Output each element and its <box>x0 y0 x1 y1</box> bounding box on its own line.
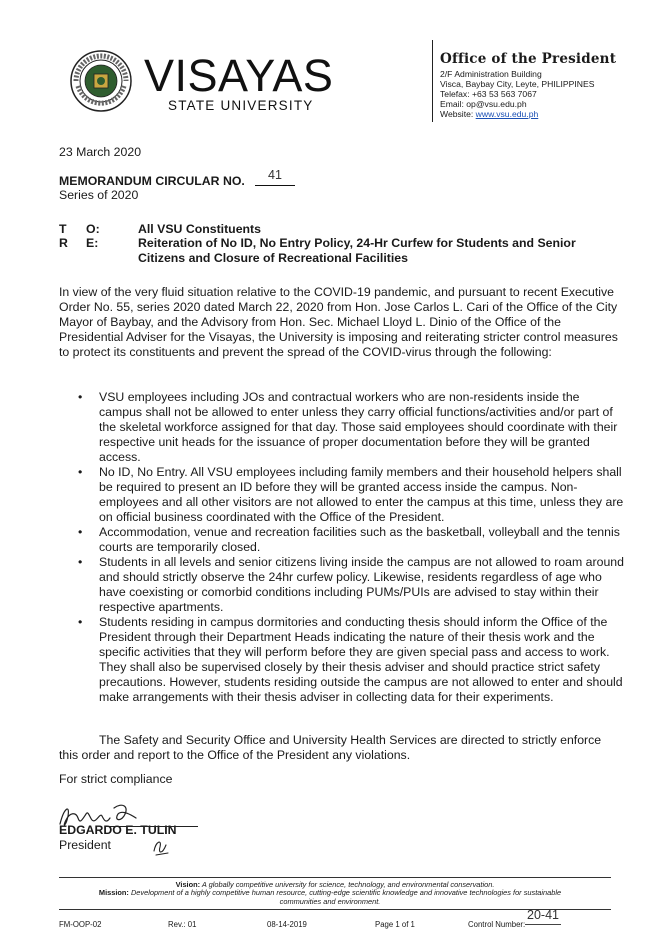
signatory-name: EDGARDO E. TULIN <box>59 823 177 837</box>
intro-paragraph: In view of the very fluid situation relative to the COVID-19 pandemic, and pursuant to recent Executive Order No. 55, series 2020 dated March 22, 2020 from Hon. Jose Carlos L. Cari of the Office of the City Mayor of Baybay, and the Advisory from Hon. Sec. Michael Lloyd L. Dinio of the Office of the Presidential Adviser for the Visayas, the University is imposing and reiterating stricter control measures to protect its constituents and prevent the spread of the COVID-virus through the following: <box>59 285 618 359</box>
re-label: E: <box>86 236 99 250</box>
signatory-title: President <box>59 838 111 852</box>
subject-value: Reiteration of No ID, No Entry Policy, 24-Hr Curfew for Students and Senior Citizens and Closure of Recreational Facilities <box>138 236 576 265</box>
measures-list <box>59 390 624 705</box>
bullet-icon: • <box>78 615 83 629</box>
bullet-icon: • <box>78 390 83 404</box>
memo-circular-number: 41 <box>255 168 295 186</box>
office-address-line: 2/F Administration Building <box>440 69 542 79</box>
website-link[interactable]: www.vsu.edu.ph <box>475 109 539 119</box>
university-seal-icon <box>70 50 132 112</box>
mission-text: Development of a highly competitive human resource, cutting-edge scientific knowledge and innovative technologies for sustainable communities and environment. <box>128 888 562 906</box>
footer-divider <box>59 877 611 878</box>
office-title: Office of the President <box>440 51 617 67</box>
form-date: 08-14-2019 <box>267 920 307 929</box>
office-address-line: Visca, Baybay City, Leyte, PHILIPPINES <box>440 79 595 89</box>
compliance-note: For strict compliance <box>59 772 173 786</box>
memo-circular-label: MEMORANDUM CIRCULAR NO. <box>59 174 245 188</box>
website-label: Website: <box>440 109 476 119</box>
to-value: All VSU Constituents <box>138 222 261 236</box>
page-number: Page 1 of 1 <box>375 920 415 929</box>
control-number-value: 20-41 <box>527 908 559 922</box>
list-item <box>59 525 624 555</box>
list-item <box>59 555 624 615</box>
mission-statement <box>90 889 570 906</box>
list-item-text: Students residing in campus dormitories and conducting thesis should inform the Office of the President through their Department Heads indicating the nature of their thesis work and the specific activities that they will perform before they are given special pass and access to work. They shall also be supervised closely by their thesis adviser and should practice strict safety precautions. However, students residing outside the campus are not allowed to enter and should make arrangements with their thesis adviser in collecting data for their experiments. <box>99 615 623 704</box>
to-label: O: <box>86 222 100 236</box>
signature-line <box>106 826 198 827</box>
form-code: FM-OOP-02 <box>59 920 102 929</box>
to-label: T <box>59 222 67 236</box>
list-item-text: VSU employees including JOs and contractual workers who are non-residents inside the campus shall not be allowed to enter unless they carry official functions/activities and/or part of the skeletal workforce assigned for that day. Those said employees should coordinate with their respective unit heads for the issuance of proper documentation before they will be granted access. <box>99 390 618 464</box>
office-telefax: Telefax: +63 53 563 7067 <box>440 89 537 99</box>
re-label: R <box>59 236 68 250</box>
university-name: VISAYAS <box>144 50 334 101</box>
vision-label: Vision: <box>175 880 201 889</box>
memo-date: 23 March 2020 <box>59 145 142 159</box>
office-email: Email: op@vsu.edu.ph <box>440 99 527 109</box>
bullet-icon: • <box>78 525 83 539</box>
vision-text: A globally competitive university for science, technology, and environmental conservation. <box>200 880 495 889</box>
list-item-text: Accommodation, venue and recreation facilities such as the basketball, volleyball and the tennis courts are temporarily closed. <box>99 525 620 554</box>
revision: Rev.: 01 <box>168 920 197 929</box>
list-item <box>59 465 624 525</box>
list-item <box>59 390 624 465</box>
control-number-label: Control Number: <box>468 920 526 929</box>
mission-label: Mission: <box>98 888 129 897</box>
list-item-text: No ID, No Entry. All VSU employees including family members and their household helpers shall be required to present an ID before they will be granted access inside the campus. Non-employees and all other visitors are not allowed to enter the campus at this time, unless they are on official business coordinated with the Office of the President. <box>99 465 624 524</box>
directive-paragraph: The Safety and Security Office and University Health Services are directed to strictly enforce this order and report to the Office of the President any violations. <box>59 733 602 762</box>
bullet-icon: • <box>78 465 83 479</box>
list-item-text: Students in all levels and senior citizens living inside the campus are not allowed to roam around and should strictly observe the 24hr curfew policy. Likewise, residents regardless of age who have coexisting or comorbid conditions including PUMs/PUIs are advised to stay within their respective apartments. <box>99 555 624 614</box>
university-subtitle: STATE UNIVERSITY <box>168 98 314 113</box>
control-number-line <box>525 924 561 925</box>
bullet-icon: • <box>78 555 83 569</box>
memo-series: Series of 2020 <box>59 188 139 202</box>
office-website <box>440 109 538 119</box>
initials-icon <box>150 837 172 857</box>
list-item <box>59 615 624 705</box>
